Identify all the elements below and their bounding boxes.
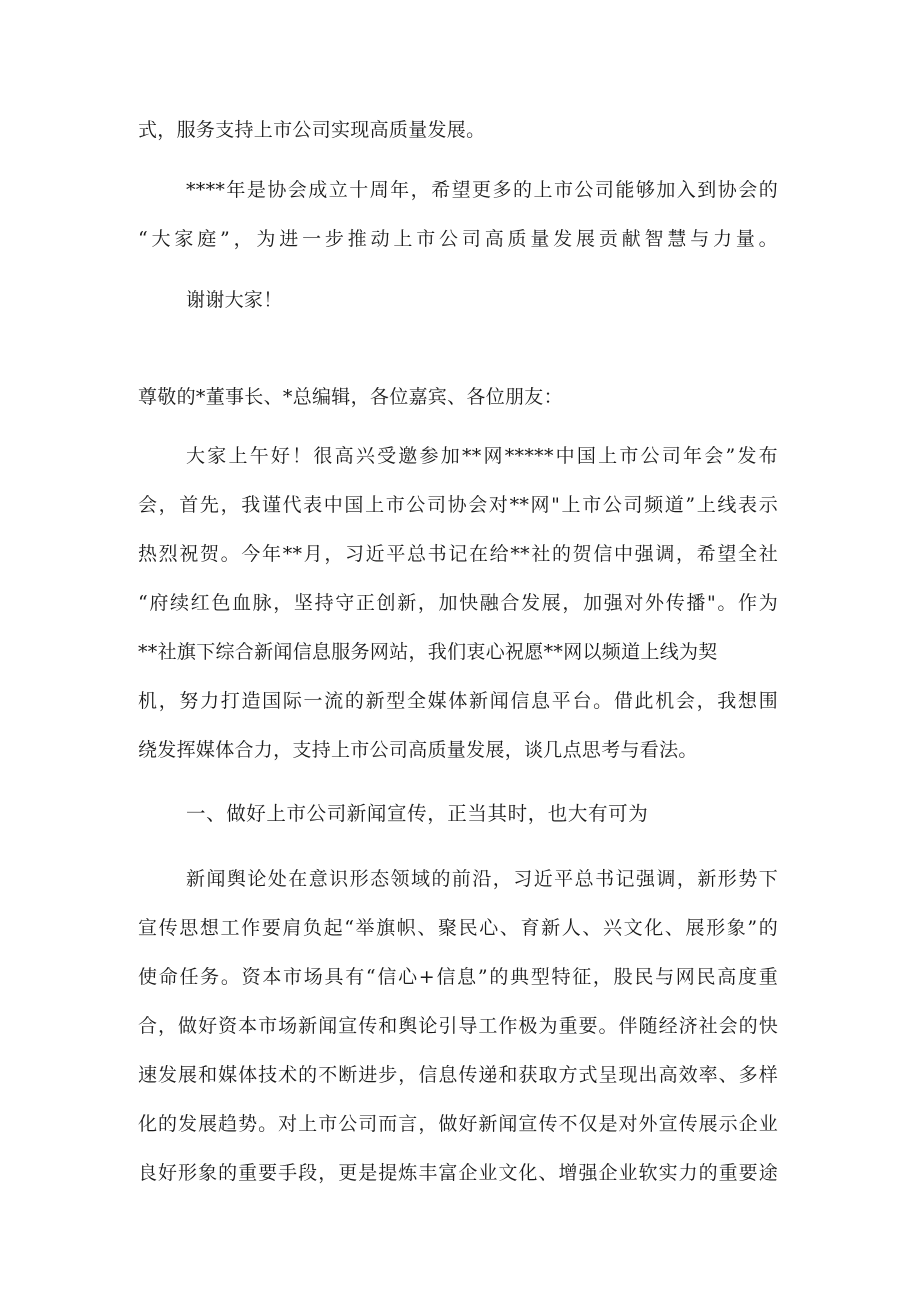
text-line: **社旗下综合新闻信息服务网站，我们衷心祝愿**网以频道上线为契	[138, 641, 718, 663]
text-line: 会，首先，我谨代表中国上市公司协会对**网"上市公司频道”上线表示	[138, 494, 778, 516]
text-line: 大家上午好！很高兴受邀参加**网*****中国上市公司年会”发布	[186, 445, 778, 467]
text-line: 使命任务。资本市场具有“信心+信息”的典型特征，股民与网民高度重	[138, 966, 778, 988]
text-line: 热烈祝贺。今年**月，习近平总书记在给**社的贺信中强调，希望全社	[138, 543, 778, 565]
text-line: 合，做好资本市场新闻宣传和舆论引导工作极为重要。伴随经济社会的快	[138, 1015, 778, 1037]
text-line: 谢谢大家！	[186, 289, 283, 311]
section-heading: 一、做好上市公司新闻宣传，正当其时，也大有可为	[186, 802, 649, 825]
text-line: 速发展和媒体技术的不断进步，信息传递和获取方式呈现出高效率、多样	[138, 1064, 778, 1086]
text-line: 新闻舆论处在意识形态领域的前沿，习近平总书记强调，新形势下	[186, 868, 778, 890]
text-line: 绕发挥媒体合力，支持上市公司高质量发展，谈几点思考与看法。	[138, 739, 698, 761]
text-line: 式，服务支持上市公司实现高质量发展。	[138, 119, 486, 141]
text-line: ****年是协会成立十周年，希望更多的上市公司能够加入到协会的	[186, 179, 778, 201]
text-line: 机，努力打造国际一流的新型全媒体新闻信息平台。借此机会，我想围	[138, 690, 778, 712]
text-line: 良好形象的重要手段，更是提炼丰富企业文化、增强企业软实力的重要途	[138, 1162, 778, 1184]
text-line: 化的发展趋势。对上市公司而言，做好新闻宣传不仅是对外宣传展示企业	[138, 1113, 778, 1135]
text-line: “府续红色血脉，坚持守正创新，加快融合发展，加强对外传播"。作为	[138, 592, 778, 614]
salutation: 尊敬的*董事长、*总编辑，各位嘉宾、各位朋友：	[138, 386, 563, 408]
text-line: “大家庭”，为进一步推动上市公司高质量发展贡献智慧与力量。	[138, 228, 778, 250]
text-line: 宣传思想工作要肩负起“举旗帜、聚民心、育新人、兴文化、展形象”的	[138, 917, 778, 939]
